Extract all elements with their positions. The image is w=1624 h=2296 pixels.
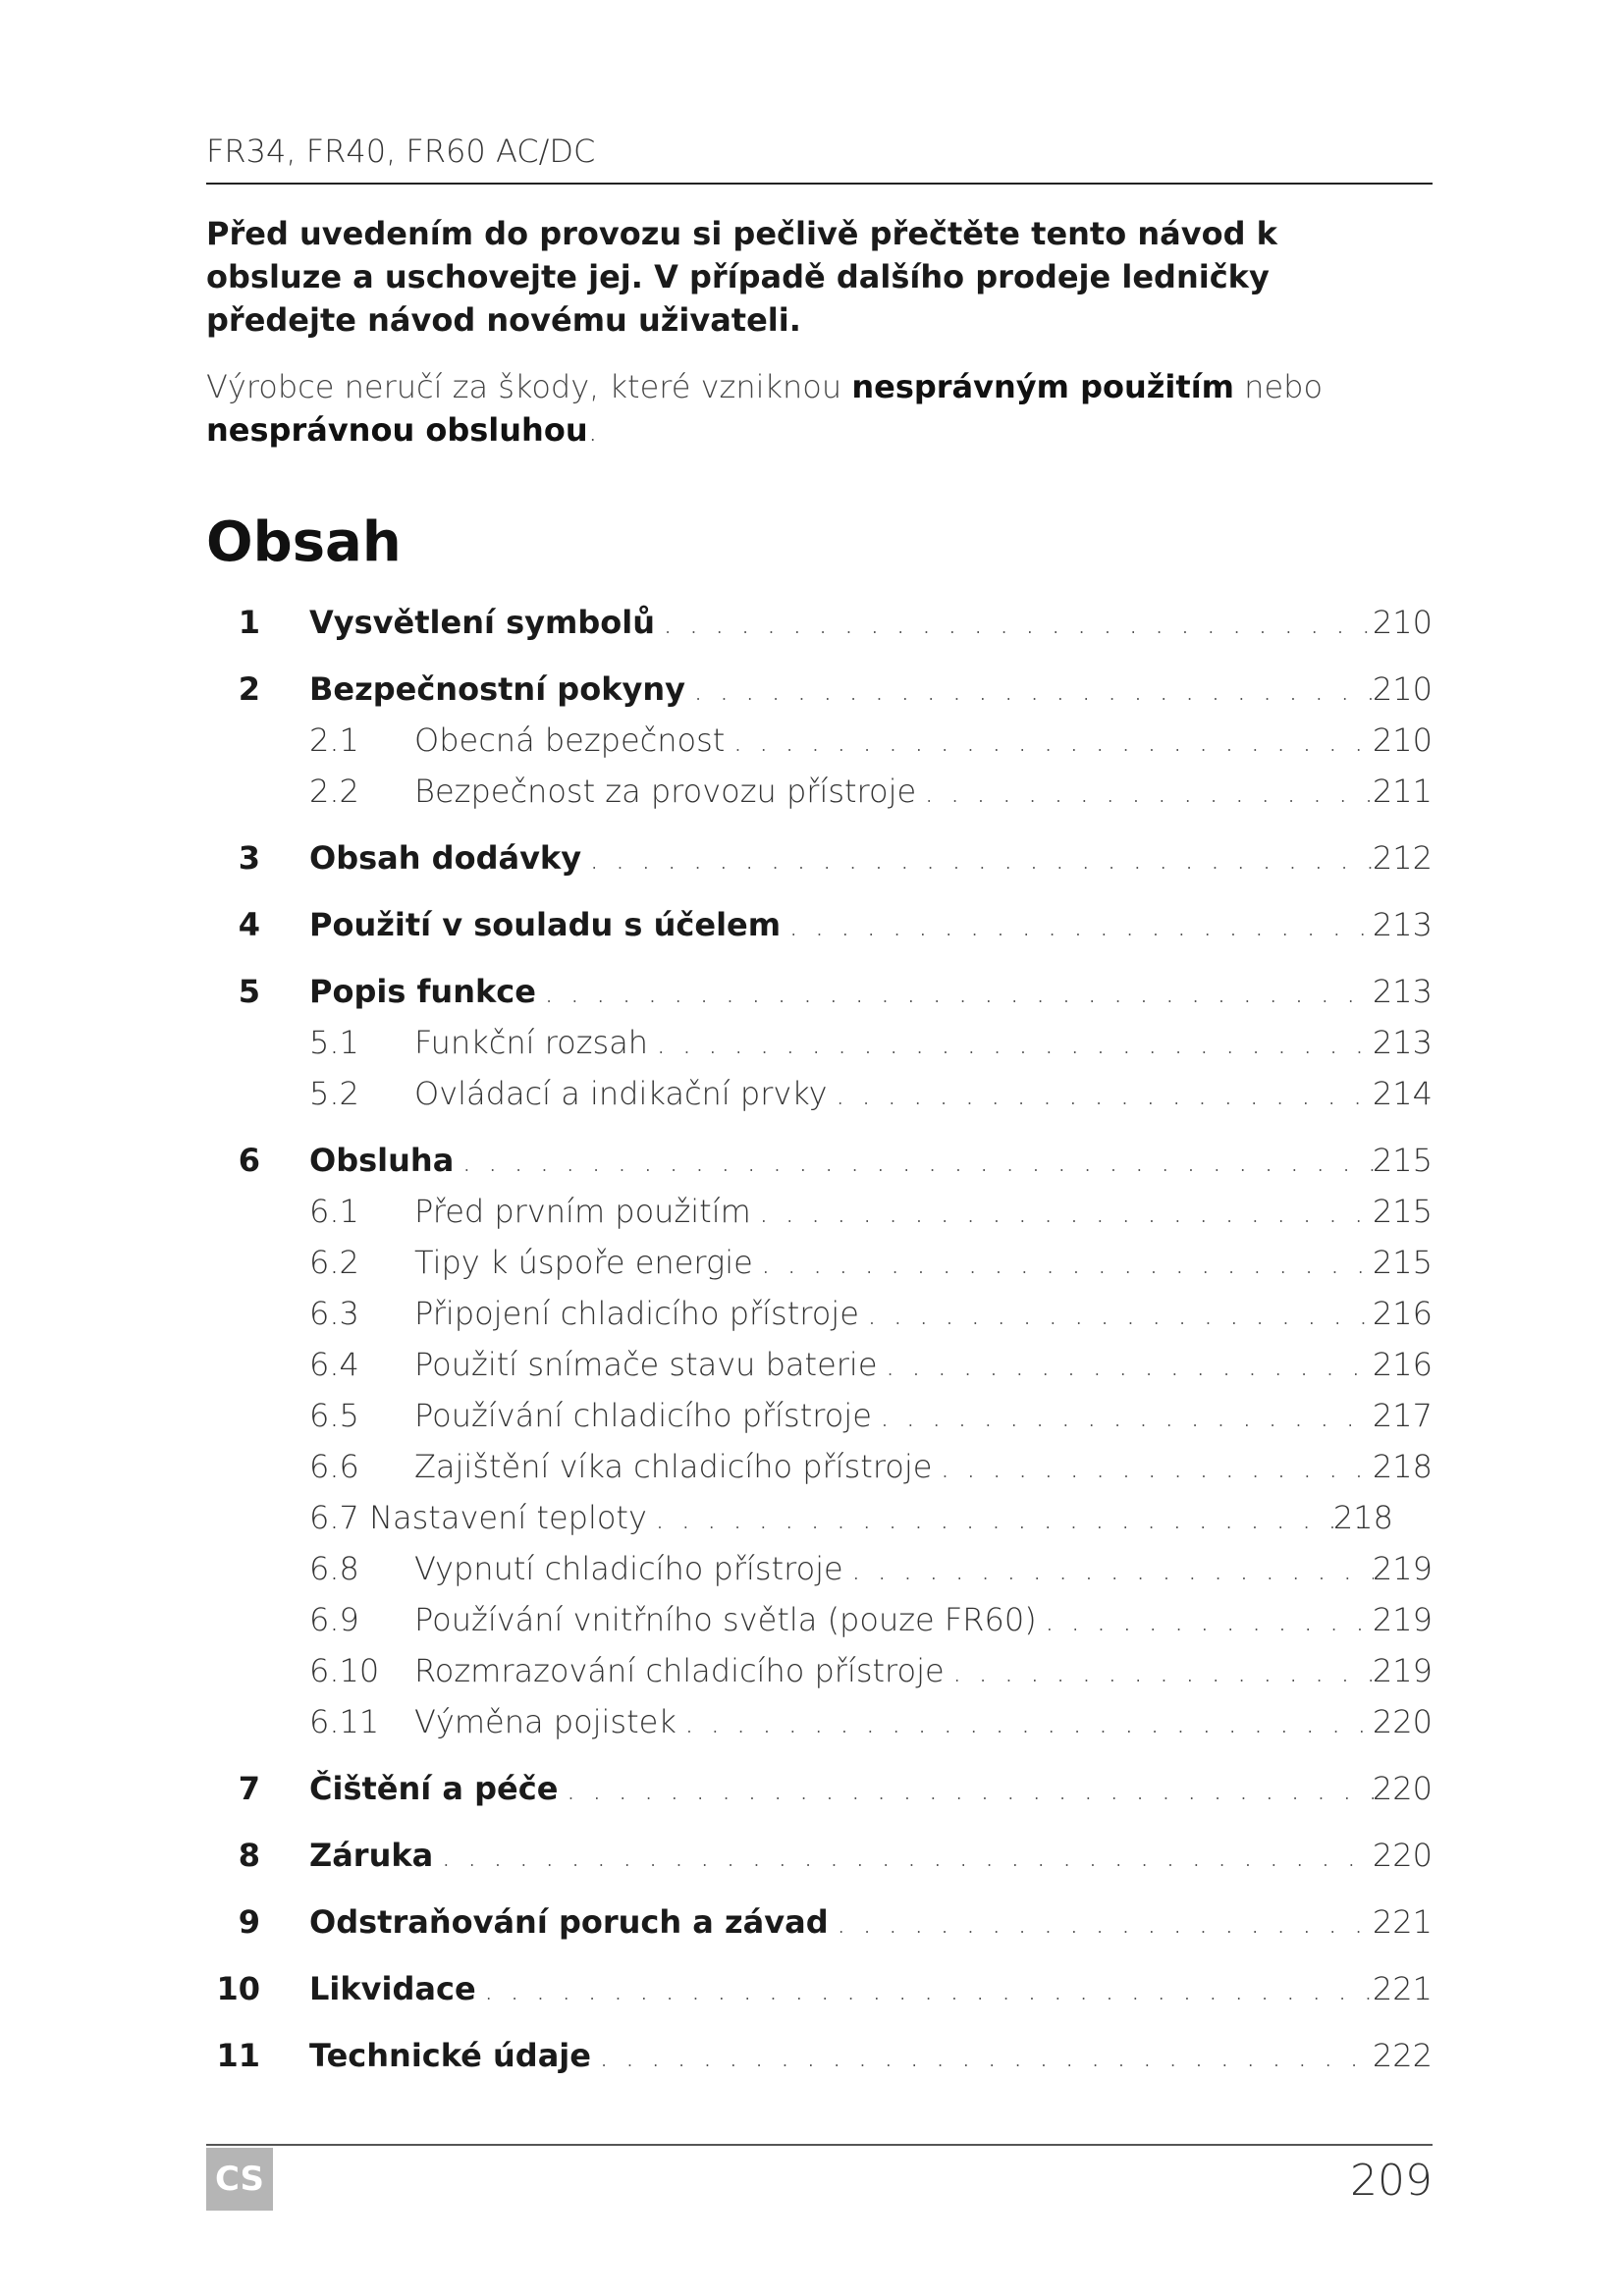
leader-dots	[880, 1397, 1374, 1434]
toc-page: 219	[1372, 1601, 1433, 1638]
toc-entry-6[interactable]	[206, 1142, 1433, 1193]
toc-entry-6-11[interactable]	[206, 1703, 1433, 1754]
toc-label: Technické údaje	[309, 2037, 591, 2074]
leader-dots	[656, 1024, 1374, 1061]
toc-number: 6	[238, 1142, 260, 1179]
toc-entry-5[interactable]	[206, 973, 1433, 1024]
leader-dots	[924, 773, 1374, 810]
leader-dots	[599, 2037, 1374, 2074]
toc-number: 7	[238, 1770, 260, 1807]
toc-number: 6.5	[309, 1397, 359, 1434]
page-number: 209	[1350, 2156, 1433, 2206]
toc-number: 6.10	[309, 1652, 380, 1689]
toc-label: Funkční rozsah	[414, 1024, 649, 1061]
toc-page: 210	[1372, 604, 1433, 641]
toc-page: 218	[1332, 1499, 1393, 1536]
leader-dots	[589, 839, 1374, 877]
leader-dots	[655, 1499, 1374, 1536]
toc-label: Používání chladicího přístroje	[414, 1397, 872, 1434]
leader-dots	[663, 604, 1374, 641]
leader-dots	[867, 1295, 1374, 1332]
toc-entry-6-8[interactable]	[206, 1550, 1433, 1601]
toc-page: 210	[1372, 721, 1433, 759]
toc-page: 215	[1372, 1244, 1433, 1281]
toc-label: Záruka	[309, 1837, 434, 1874]
note-text-3: .	[587, 411, 598, 449]
toc-number: 9	[238, 1903, 260, 1941]
toc-number: 6.8	[309, 1550, 359, 1587]
toc-entry-6-6[interactable]	[206, 1448, 1433, 1499]
toc-label: Použití snímače stavu baterie	[414, 1346, 878, 1383]
note-bold-2: nesprávnou obsluhou	[206, 411, 588, 449]
toc-label: Obecná bezpečnost	[414, 721, 726, 759]
leader-dots	[837, 1903, 1374, 1941]
toc-page: 217	[1372, 1397, 1433, 1434]
liability-note	[206, 365, 1404, 452]
leader-dots	[684, 1703, 1374, 1740]
toc-entry-9[interactable]	[206, 1903, 1433, 1954]
toc-page: 213	[1372, 973, 1433, 1010]
table-of-contents	[206, 604, 1433, 2088]
toc-entry-6-3[interactable]	[206, 1295, 1433, 1346]
toc-label: Odstraňování poruch a závad	[309, 1903, 829, 1941]
toc-entry-6-10[interactable]	[206, 1652, 1433, 1703]
toc-entry-2-2[interactable]	[206, 773, 1433, 824]
toc-number: 6.2	[309, 1244, 359, 1281]
toc-number: 5.2	[309, 1075, 359, 1112]
toc-label: Zajištění víka chladicího přístroje	[414, 1448, 933, 1485]
toc-page: 221	[1372, 1970, 1433, 2007]
toc-entry-6-5[interactable]	[206, 1397, 1433, 1448]
toc-label: Likvidace	[309, 1970, 476, 2007]
toc-page: 219	[1372, 1652, 1433, 1689]
leader-dots	[484, 1970, 1374, 2007]
toc-entry-6-4[interactable]	[206, 1346, 1433, 1397]
intro-text: Před uvedením do provozu si pečlivě přečtěte tento návod k obsluze a uschovejte jej. V případě dalšího prodeje ledničky předejte návod novému uživateli.	[206, 215, 1277, 339]
header-divider	[206, 183, 1433, 185]
toc-label: Obsah dodávky	[309, 839, 582, 877]
toc-page: 214	[1372, 1075, 1433, 1112]
toc-entry-6-2[interactable]	[206, 1244, 1433, 1295]
toc-page: 220	[1372, 1703, 1433, 1740]
toc-entry-6-7[interactable]	[206, 1499, 1433, 1550]
document-header: FR34, FR40, FR60 AC/DC	[206, 133, 596, 170]
leader-dots	[761, 1244, 1374, 1281]
toc-entry-6-1[interactable]	[206, 1193, 1433, 1244]
toc-entry-5-2[interactable]	[206, 1075, 1433, 1126]
leader-dots	[693, 670, 1374, 708]
toc-label: Připojení chladicího přístroje	[414, 1295, 859, 1332]
toc-number: 11	[216, 2037, 260, 2074]
toc-number: 5	[238, 973, 260, 1010]
leader-dots	[759, 1193, 1374, 1230]
note-bold-1: nesprávným použitím	[851, 368, 1234, 405]
toc-label: Před prvním použitím	[414, 1193, 751, 1230]
language-badge: CS	[206, 2148, 273, 2211]
leader-dots	[566, 1770, 1374, 1807]
leader-dots	[836, 1075, 1374, 1112]
toc-number: 5.1	[309, 1024, 359, 1061]
toc-page: 210	[1372, 670, 1433, 708]
toc-label: Bezpečnostní pokyny	[309, 670, 685, 708]
toc-entry-10[interactable]	[206, 1970, 1433, 2021]
toc-title: Obsah	[206, 510, 402, 574]
toc-entry-1[interactable]	[206, 604, 1433, 655]
toc-number: 3	[238, 839, 260, 877]
toc-entry-5-1[interactable]	[206, 1024, 1433, 1075]
toc-number: 6.1	[309, 1193, 359, 1230]
toc-page: 215	[1372, 1142, 1433, 1179]
toc-label: Vysvětlení symbolů	[309, 604, 655, 641]
toc-entry-4[interactable]	[206, 906, 1433, 957]
toc-label: 6.7 Nastavení teploty	[309, 1499, 647, 1536]
toc-number: 6.4	[309, 1346, 359, 1383]
toc-number: 4	[238, 906, 260, 943]
toc-page: 212	[1372, 839, 1433, 877]
toc-page: 211	[1372, 773, 1433, 810]
toc-number: 10	[216, 1970, 260, 2007]
toc-label: Ovládací a indikační prvky	[414, 1075, 828, 1112]
toc-number: 6.6	[309, 1448, 359, 1485]
toc-label: Popis funkce	[309, 973, 536, 1010]
leader-dots	[441, 1837, 1374, 1874]
toc-label: Bezpečnost za provozu přístroje	[414, 773, 917, 810]
toc-number: 1	[238, 604, 260, 641]
leader-dots	[544, 973, 1374, 1010]
toc-page: 215	[1372, 1193, 1433, 1230]
toc-number: 2	[238, 670, 260, 708]
note-text-2: nebo	[1234, 368, 1324, 405]
leader-dots	[461, 1142, 1374, 1179]
toc-number: 8	[238, 1837, 260, 1874]
leader-dots	[851, 1550, 1374, 1587]
toc-entry-2-1[interactable]	[206, 721, 1433, 773]
toc-page: 221	[1372, 1903, 1433, 1941]
toc-page: 213	[1372, 906, 1433, 943]
toc-label: Čištění a péče	[309, 1770, 559, 1807]
toc-number: 6.3	[309, 1295, 359, 1332]
toc-label: Tipy k úspoře energie	[414, 1244, 753, 1281]
toc-entry-2[interactable]	[206, 670, 1433, 721]
toc-label: Použití v souladu s účelem	[309, 906, 782, 943]
toc-entry-3[interactable]	[206, 839, 1433, 890]
toc-page: 213	[1372, 1024, 1433, 1061]
leader-dots	[732, 721, 1374, 759]
toc-label: Používání vnitřního světla (pouze FR60)	[414, 1601, 1037, 1638]
leader-dots	[940, 1448, 1374, 1485]
toc-entry-7[interactable]	[206, 1770, 1433, 1821]
toc-number: 6.11	[309, 1703, 380, 1740]
toc-number: 2.1	[309, 721, 359, 759]
toc-page: 216	[1372, 1346, 1433, 1383]
note-text-1: Výrobce neručí za škody, které vzniknou	[206, 368, 852, 405]
toc-label: Vypnutí chladicího přístroje	[414, 1550, 843, 1587]
toc-entry-6-9[interactable]	[206, 1601, 1433, 1652]
toc-number: 2.2	[309, 773, 359, 810]
toc-page: 218	[1372, 1448, 1433, 1485]
toc-entry-8[interactable]	[206, 1837, 1433, 1888]
toc-label: Obsluha	[309, 1142, 455, 1179]
toc-page: 222	[1372, 2037, 1433, 2074]
toc-label: Výměna pojistek	[414, 1703, 677, 1740]
toc-page: 216	[1372, 1295, 1433, 1332]
toc-label: Rozmrazování chladicího přístroje	[414, 1652, 945, 1689]
toc-page: 219	[1372, 1550, 1433, 1587]
leader-dots	[788, 906, 1374, 943]
toc-page: 220	[1372, 1837, 1433, 1874]
toc-number: 6.9	[309, 1601, 359, 1638]
leader-dots	[886, 1346, 1375, 1383]
footer-divider	[206, 2144, 1433, 2146]
leader-dots	[1045, 1601, 1374, 1638]
leader-dots	[952, 1652, 1374, 1689]
toc-entry-11[interactable]	[206, 2037, 1433, 2088]
toc-page: 220	[1372, 1770, 1433, 1807]
